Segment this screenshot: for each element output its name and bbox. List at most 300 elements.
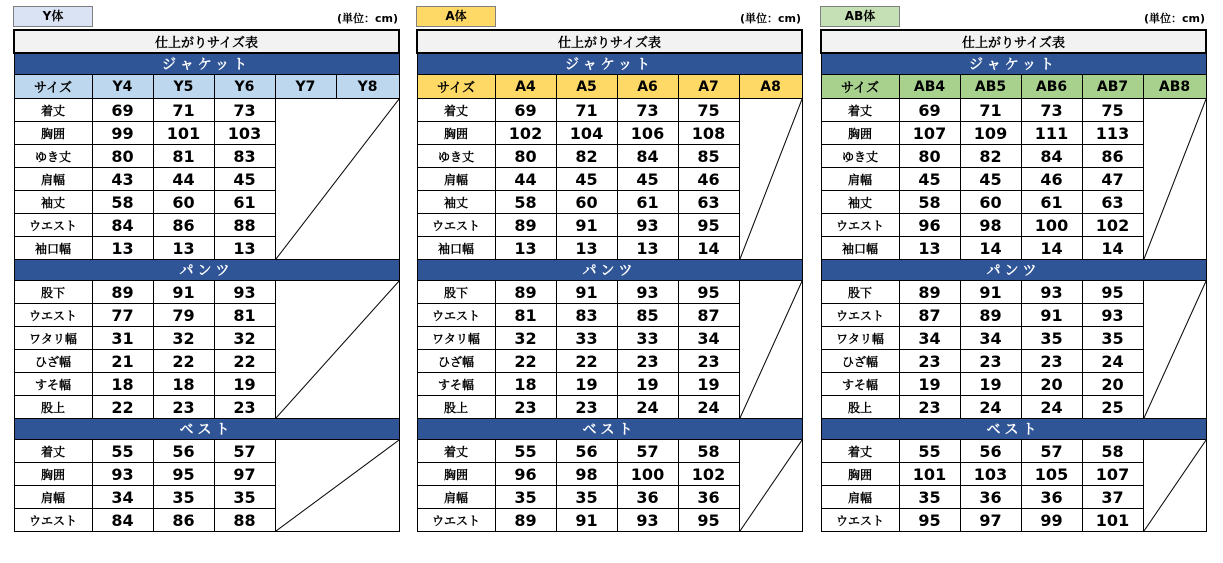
measure-value: 13: [495, 237, 556, 260]
measure-value: 91: [556, 214, 617, 237]
measure-label: ワタリ幅: [14, 327, 92, 350]
measure-value: 22: [556, 350, 617, 373]
measure-value: 60: [556, 191, 617, 214]
measure-value: 58: [1082, 440, 1143, 463]
section-title: パンツ: [14, 260, 399, 281]
measure-value: 35: [1082, 327, 1143, 350]
measure-value: 109: [960, 122, 1021, 145]
measure-value: 89: [495, 281, 556, 304]
measure-value: 23: [214, 396, 275, 419]
measure-value: 24: [1021, 396, 1082, 419]
measure-label: ウエスト: [821, 509, 899, 532]
measure-value: 23: [1021, 350, 1082, 373]
measure-value: 87: [678, 304, 739, 327]
size-table: [416, 29, 803, 532]
table-row: [821, 440, 1206, 463]
size-header-cell: A8: [739, 75, 802, 99]
measure-value: 75: [678, 99, 739, 122]
measure-label: 肩幅: [14, 486, 92, 509]
table-title-row: [417, 30, 802, 53]
measure-label: 股上: [14, 396, 92, 419]
measure-value: 57: [214, 440, 275, 463]
measure-value: 60: [153, 191, 214, 214]
measure-value: 71: [153, 99, 214, 122]
measure-value: 13: [899, 237, 960, 260]
size-table: [13, 29, 400, 532]
measure-value: 35: [1021, 327, 1082, 350]
size-header-cell: AB5: [960, 75, 1021, 99]
measure-value: 45: [617, 168, 678, 191]
measure-value: 21: [92, 350, 153, 373]
measure-value: 23: [617, 350, 678, 373]
empty-cells-diagonal: [740, 99, 802, 259]
measure-value: 45: [214, 168, 275, 191]
measure-value: 86: [1082, 145, 1143, 168]
measure-value: 103: [960, 463, 1021, 486]
measure-value: 34: [960, 327, 1021, 350]
measure-value: 45: [960, 168, 1021, 191]
empty-cells-diagonal: [276, 281, 399, 418]
measure-value: 73: [214, 99, 275, 122]
measure-value: 35: [495, 486, 556, 509]
measure-value: 13: [214, 237, 275, 260]
measure-value: 18: [153, 373, 214, 396]
measure-value: 37: [1082, 486, 1143, 509]
measure-value: 69: [899, 99, 960, 122]
section-title: ジャケット: [821, 53, 1206, 75]
section-title: ベスト: [14, 419, 399, 440]
not-available-cell: [739, 281, 802, 419]
measure-value: 35: [214, 486, 275, 509]
not-available-cell: [275, 99, 399, 260]
measure-value: 103: [214, 122, 275, 145]
measure-label: すそ幅: [821, 373, 899, 396]
measure-value: 102: [678, 463, 739, 486]
measure-label: 着丈: [14, 440, 92, 463]
table-row: [417, 281, 802, 304]
measure-label: 胸囲: [417, 122, 495, 145]
unit-label: (単位：cm): [1143, 12, 1205, 25]
measure-value: 89: [495, 509, 556, 532]
measure-value: 58: [899, 191, 960, 214]
measure-label: 股下: [417, 281, 495, 304]
table-title-row: [821, 30, 1206, 53]
measure-value: 73: [1021, 99, 1082, 122]
empty-cells-diagonal: [1144, 99, 1206, 259]
measure-value: 101: [899, 463, 960, 486]
measure-label: ウエスト: [821, 304, 899, 327]
measure-value: 36: [617, 486, 678, 509]
section-title: パンツ: [417, 260, 802, 281]
measure-value: 55: [495, 440, 556, 463]
measure-value: 89: [960, 304, 1021, 327]
size-panel-0: [13, 6, 398, 532]
size-label: サイズ: [417, 75, 495, 99]
measure-value: 96: [495, 463, 556, 486]
measure-label: ウエスト: [417, 509, 495, 532]
measure-value: 80: [899, 145, 960, 168]
empty-cells-diagonal: [740, 281, 802, 418]
measure-value: 63: [678, 191, 739, 214]
table-row: [14, 99, 399, 122]
measure-value: 84: [92, 214, 153, 237]
measure-value: 55: [92, 440, 153, 463]
measure-value: 93: [1021, 281, 1082, 304]
empty-cells-diagonal: [740, 440, 802, 531]
measure-value: 71: [556, 99, 617, 122]
measure-value: 36: [678, 486, 739, 509]
measure-value: 93: [214, 281, 275, 304]
measure-value: 101: [153, 122, 214, 145]
measure-value: 31: [92, 327, 153, 350]
measure-value: 98: [556, 463, 617, 486]
measure-label: 肩幅: [14, 168, 92, 191]
measure-value: 85: [678, 145, 739, 168]
not-available-cell: [1143, 440, 1206, 532]
measure-value: 82: [960, 145, 1021, 168]
measure-value: 24: [678, 396, 739, 419]
not-available-cell: [1143, 281, 1206, 419]
measure-value: 58: [678, 440, 739, 463]
body-type-tag: AB体: [820, 6, 900, 27]
measure-label: 袖丈: [14, 191, 92, 214]
measure-value: 81: [495, 304, 556, 327]
table-row: [821, 281, 1206, 304]
size-header-row: [417, 75, 802, 99]
measure-label: 肩幅: [821, 168, 899, 191]
measure-value: 20: [1021, 373, 1082, 396]
measure-value: 43: [92, 168, 153, 191]
size-label: サイズ: [821, 75, 899, 99]
measure-value: 81: [153, 145, 214, 168]
size-header-cell: AB6: [1021, 75, 1082, 99]
section-header: [417, 53, 802, 75]
measure-value: 81: [214, 304, 275, 327]
measure-label: 肩幅: [417, 168, 495, 191]
measure-value: 19: [899, 373, 960, 396]
not-available-cell: [275, 281, 399, 419]
section-header: [821, 53, 1206, 75]
measure-value: 93: [617, 214, 678, 237]
measure-label: 着丈: [14, 99, 92, 122]
measure-value: 95: [678, 214, 739, 237]
measure-value: 77: [92, 304, 153, 327]
measure-label: ゆき丈: [14, 145, 92, 168]
measure-label: ワタリ幅: [821, 327, 899, 350]
body-type-tag: Y体: [13, 6, 93, 27]
measure-label: ウエスト: [417, 214, 495, 237]
table-row: [14, 440, 399, 463]
unit-label: (単位：cm): [336, 12, 398, 25]
section-header: [417, 419, 802, 440]
measure-value: 73: [617, 99, 678, 122]
section-header: [14, 53, 399, 75]
size-header-cell: Y5: [153, 75, 214, 99]
measure-value: 80: [495, 145, 556, 168]
measure-value: 24: [1082, 350, 1143, 373]
table-title-row: [14, 30, 399, 53]
size-panel-2: [820, 6, 1205, 532]
measure-value: 84: [92, 509, 153, 532]
section-header: [417, 260, 802, 281]
measure-value: 56: [556, 440, 617, 463]
not-available-cell: [275, 440, 399, 532]
section-title: ジャケット: [14, 53, 399, 75]
section-title: ベスト: [417, 419, 802, 440]
measure-value: 19: [556, 373, 617, 396]
measure-value: 19: [960, 373, 1021, 396]
measure-value: 93: [92, 463, 153, 486]
measure-value: 33: [617, 327, 678, 350]
measure-value: 106: [617, 122, 678, 145]
measure-value: 95: [899, 509, 960, 532]
empty-cells-diagonal: [276, 99, 399, 259]
measure-value: 61: [214, 191, 275, 214]
measure-value: 35: [899, 486, 960, 509]
measure-value: 102: [1082, 214, 1143, 237]
measure-value: 89: [92, 281, 153, 304]
table-title: 仕上がりサイズ表: [14, 30, 399, 53]
measure-value: 101: [1082, 509, 1143, 532]
measure-value: 46: [678, 168, 739, 191]
measure-value: 55: [899, 440, 960, 463]
measure-value: 71: [960, 99, 1021, 122]
measure-label: ひざ幅: [417, 350, 495, 373]
section-title: ベスト: [821, 419, 1206, 440]
measure-value: 32: [495, 327, 556, 350]
empty-cells-diagonal: [1144, 281, 1206, 418]
section-header: [14, 419, 399, 440]
measure-value: 82: [556, 145, 617, 168]
measure-label: 袖丈: [417, 191, 495, 214]
measure-value: 83: [214, 145, 275, 168]
measure-value: 98: [960, 214, 1021, 237]
measure-label: 肩幅: [821, 486, 899, 509]
measure-value: 97: [960, 509, 1021, 532]
table-title: 仕上がりサイズ表: [821, 30, 1206, 53]
not-available-cell: [739, 99, 802, 260]
measure-value: 107: [899, 122, 960, 145]
measure-value: 99: [1021, 509, 1082, 532]
measure-value: 23: [960, 350, 1021, 373]
measure-value: 85: [617, 304, 678, 327]
measure-value: 83: [556, 304, 617, 327]
size-header-row: [14, 75, 399, 99]
size-header-cell: AB7: [1082, 75, 1143, 99]
measure-value: 23: [153, 396, 214, 419]
measure-value: 104: [556, 122, 617, 145]
measure-label: ウエスト: [417, 304, 495, 327]
measure-label: すそ幅: [417, 373, 495, 396]
measure-value: 45: [899, 168, 960, 191]
measure-value: 14: [1021, 237, 1082, 260]
measure-value: 113: [1082, 122, 1143, 145]
measure-label: ウエスト: [821, 214, 899, 237]
measure-value: 47: [1082, 168, 1143, 191]
measure-value: 91: [153, 281, 214, 304]
measure-value: 99: [92, 122, 153, 145]
measure-label: 股上: [417, 396, 495, 419]
measure-value: 35: [153, 486, 214, 509]
measure-label: ウエスト: [14, 304, 92, 327]
section-header: [14, 260, 399, 281]
measure-value: 34: [899, 327, 960, 350]
measure-label: 着丈: [417, 440, 495, 463]
measure-label: ワタリ幅: [417, 327, 495, 350]
measure-label: ゆき丈: [821, 145, 899, 168]
measure-label: 股下: [14, 281, 92, 304]
measure-value: 86: [153, 214, 214, 237]
table-row: [821, 99, 1206, 122]
size-header-cell: A7: [678, 75, 739, 99]
section-header: [821, 260, 1206, 281]
measure-value: 25: [1082, 396, 1143, 419]
measure-value: 88: [214, 509, 275, 532]
measure-value: 87: [899, 304, 960, 327]
measure-value: 84: [617, 145, 678, 168]
panel-header: [416, 6, 801, 29]
empty-cells-diagonal: [1144, 440, 1206, 531]
measure-value: 36: [1021, 486, 1082, 509]
measure-label: すそ幅: [14, 373, 92, 396]
measure-value: 108: [678, 122, 739, 145]
measure-value: 61: [617, 191, 678, 214]
measure-value: 95: [678, 509, 739, 532]
table-row: [14, 281, 399, 304]
measure-value: 100: [617, 463, 678, 486]
measure-value: 23: [495, 396, 556, 419]
measure-value: 14: [960, 237, 1021, 260]
measure-value: 57: [617, 440, 678, 463]
measure-value: 79: [153, 304, 214, 327]
measure-value: 95: [1082, 281, 1143, 304]
measure-value: 88: [214, 214, 275, 237]
body-type-tag: A体: [416, 6, 496, 27]
section-title: ジャケット: [417, 53, 802, 75]
measure-value: 24: [617, 396, 678, 419]
measure-value: 107: [1082, 463, 1143, 486]
measure-value: 91: [960, 281, 1021, 304]
measure-value: 46: [1021, 168, 1082, 191]
measure-value: 22: [153, 350, 214, 373]
measure-value: 91: [1021, 304, 1082, 327]
measure-label: 袖口幅: [821, 237, 899, 260]
measure-value: 93: [1082, 304, 1143, 327]
measure-label: 袖口幅: [417, 237, 495, 260]
measure-value: 84: [1021, 145, 1082, 168]
measure-label: 肩幅: [417, 486, 495, 509]
size-header-row: [821, 75, 1206, 99]
measure-value: 80: [92, 145, 153, 168]
section-header: [821, 419, 1206, 440]
measure-label: 袖口幅: [14, 237, 92, 260]
panel-header: [13, 6, 398, 29]
measure-label: ウエスト: [14, 214, 92, 237]
measure-value: 89: [495, 214, 556, 237]
measure-value: 19: [678, 373, 739, 396]
measure-value: 93: [617, 509, 678, 532]
measure-value: 86: [153, 509, 214, 532]
measure-value: 93: [617, 281, 678, 304]
measure-value: 69: [495, 99, 556, 122]
measure-value: 33: [556, 327, 617, 350]
measure-value: 60: [960, 191, 1021, 214]
measure-value: 34: [678, 327, 739, 350]
measure-value: 44: [495, 168, 556, 191]
size-panel-1: [416, 6, 801, 532]
measure-value: 44: [153, 168, 214, 191]
measure-label: 着丈: [821, 440, 899, 463]
measure-value: 20: [1082, 373, 1143, 396]
measure-value: 13: [556, 237, 617, 260]
measure-value: 18: [92, 373, 153, 396]
measure-value: 22: [92, 396, 153, 419]
measure-value: 19: [617, 373, 678, 396]
not-available-cell: [739, 440, 802, 532]
size-header-cell: A5: [556, 75, 617, 99]
measure-value: 18: [495, 373, 556, 396]
measure-value: 56: [960, 440, 1021, 463]
measure-label: ひざ幅: [14, 350, 92, 373]
measure-value: 32: [214, 327, 275, 350]
measure-label: 胸囲: [14, 463, 92, 486]
measure-label: ウエスト: [14, 509, 92, 532]
measure-value: 97: [214, 463, 275, 486]
measure-value: 58: [495, 191, 556, 214]
measure-label: 袖丈: [821, 191, 899, 214]
measure-label: 胸囲: [821, 122, 899, 145]
measure-value: 57: [1021, 440, 1082, 463]
section-title: パンツ: [821, 260, 1206, 281]
measure-value: 23: [899, 350, 960, 373]
measure-value: 19: [214, 373, 275, 396]
measure-value: 13: [617, 237, 678, 260]
measure-value: 111: [1021, 122, 1082, 145]
size-label: サイズ: [14, 75, 92, 99]
size-header-cell: Y6: [214, 75, 275, 99]
measure-value: 22: [495, 350, 556, 373]
measure-value: 56: [153, 440, 214, 463]
size-header-cell: Y8: [336, 75, 399, 99]
measure-value: 58: [92, 191, 153, 214]
measure-label: 胸囲: [417, 463, 495, 486]
measure-label: 着丈: [821, 99, 899, 122]
measure-value: 91: [556, 281, 617, 304]
measure-label: 胸囲: [14, 122, 92, 145]
table-row: [417, 440, 802, 463]
measure-value: 105: [1021, 463, 1082, 486]
measure-label: ひざ幅: [821, 350, 899, 373]
empty-cells-diagonal: [276, 440, 399, 531]
measure-value: 63: [1082, 191, 1143, 214]
measure-label: 胸囲: [821, 463, 899, 486]
measure-value: 23: [678, 350, 739, 373]
measure-value: 69: [92, 99, 153, 122]
measure-value: 23: [899, 396, 960, 419]
measure-value: 14: [678, 237, 739, 260]
measure-value: 96: [899, 214, 960, 237]
measure-label: 着丈: [417, 99, 495, 122]
table-title: 仕上がりサイズ表: [417, 30, 802, 53]
measure-value: 24: [960, 396, 1021, 419]
measure-value: 22: [214, 350, 275, 373]
measure-value: 13: [153, 237, 214, 260]
measure-value: 91: [556, 509, 617, 532]
measure-value: 23: [556, 396, 617, 419]
measure-value: 100: [1021, 214, 1082, 237]
measure-value: 36: [960, 486, 1021, 509]
measure-value: 13: [92, 237, 153, 260]
